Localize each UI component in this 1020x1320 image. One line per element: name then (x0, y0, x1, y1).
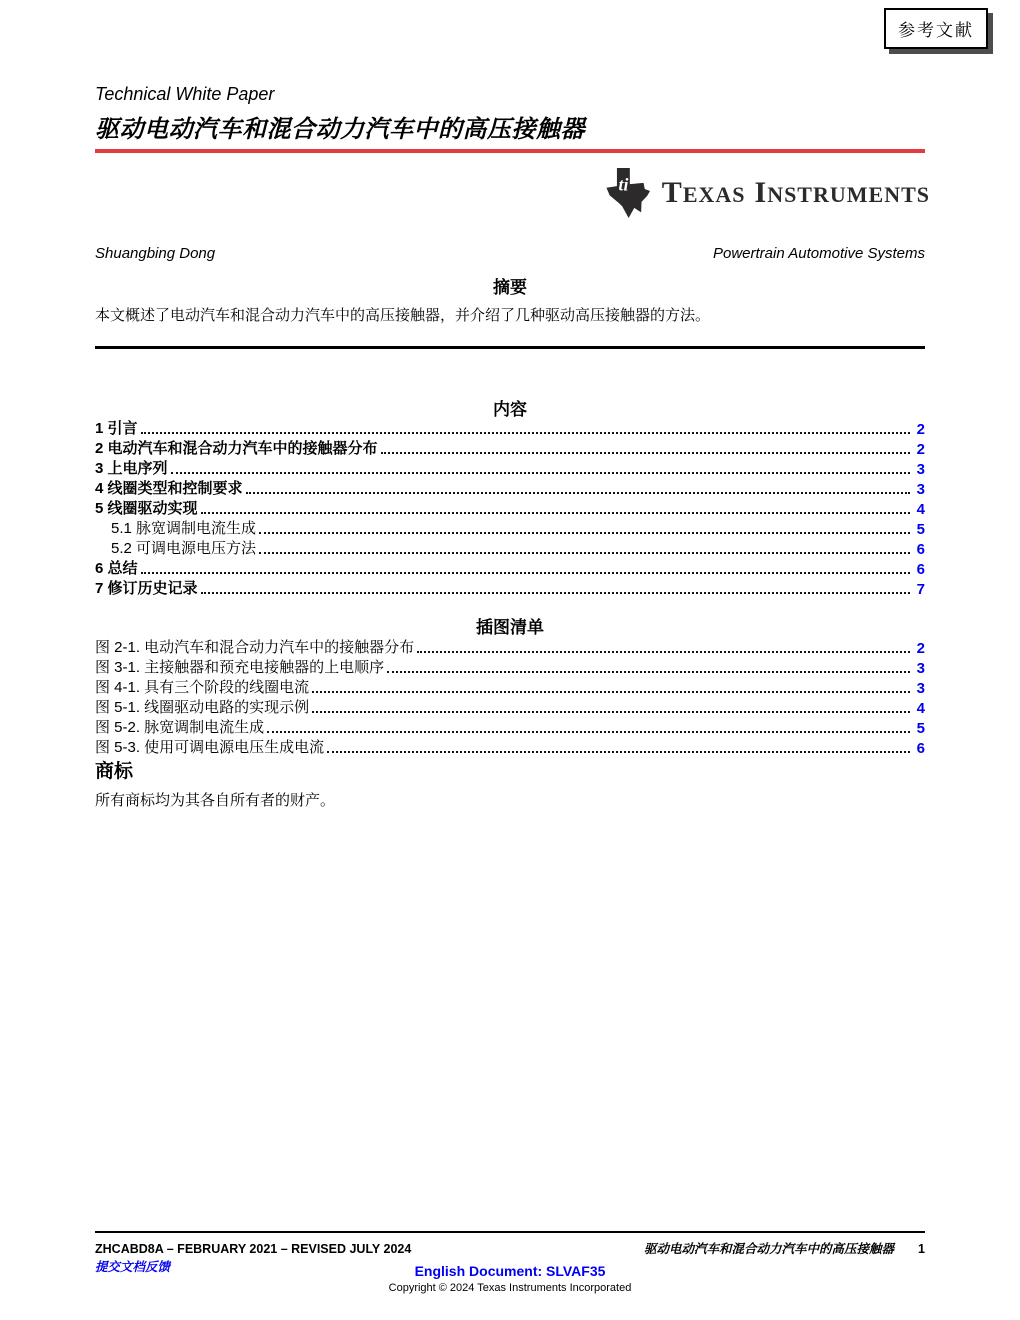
dotted-leader (259, 532, 910, 534)
dotted-leader (312, 711, 910, 713)
figure-entry-label: 图 3-1. 主接触器和预充电接触器的上电顺序 (95, 659, 385, 676)
toc-entry[interactable] (95, 458, 925, 478)
toc-entry-page[interactable]: 6 (916, 541, 925, 558)
dotted-leader (246, 492, 910, 494)
figure-entry[interactable] (95, 657, 925, 677)
toc-entry-page[interactable]: 7 (916, 581, 925, 598)
reference-badge[interactable] (884, 8, 988, 49)
toc-entry-label: 5 线圈驱动实现 (95, 500, 198, 517)
toc-entry[interactable] (95, 518, 925, 538)
english-document-link[interactable]: English Document: SLVAF35 (414, 1263, 606, 1279)
copyright-line: Copyright © 2024 Texas Instruments Incorporated (388, 1282, 632, 1294)
ti-wordmark (662, 176, 930, 210)
toc-entry[interactable] (95, 478, 925, 498)
toc-entry-page[interactable]: 3 (916, 461, 925, 478)
byline (95, 245, 925, 262)
department-name: Powertrain Automotive Systems (712, 245, 925, 262)
figure-entry-page[interactable]: 6 (916, 740, 925, 757)
figure-entry-page[interactable]: 3 (916, 680, 925, 697)
ti-wordmark-instruments: INSTRUMENTS (754, 176, 930, 209)
footer-doc-title: 驱动电动汽车和混合动力汽车中的高压接触器 (644, 1242, 895, 1256)
toc-entry-page[interactable]: 4 (916, 501, 925, 518)
toc-entry-page[interactable]: 6 (916, 561, 925, 578)
reference-badge-label: 参考文献 (898, 21, 974, 40)
toc-entry-page[interactable]: 5 (916, 521, 925, 538)
footer-rule (95, 1231, 925, 1233)
dotted-leader (141, 572, 910, 574)
figure-entry[interactable] (95, 697, 925, 717)
toc-entry[interactable] (95, 558, 925, 578)
ti-wordmark-texas: TEXAS (661, 176, 746, 209)
toc-entry-page[interactable]: 2 (916, 441, 925, 458)
figure-entry[interactable] (95, 637, 925, 657)
toc-entry-label: 3 上电序列 (95, 460, 168, 477)
trademarks-heading: 商标 (95, 761, 134, 782)
toc-entry[interactable] (95, 498, 925, 518)
toc-list (95, 418, 925, 598)
figure-entry-page[interactable]: 3 (916, 660, 925, 677)
figure-entry[interactable] (95, 717, 925, 737)
trademarks-text: 所有商标均为其各自所有者的财产。 (95, 792, 336, 809)
toc-entry[interactable] (95, 578, 925, 598)
figure-list (95, 637, 925, 757)
figure-entry-label: 图 5-1. 线圈驱动电路的实现示例 (95, 699, 310, 716)
figure-entry-page[interactable]: 5 (916, 720, 925, 737)
footer-row (95, 1239, 925, 1257)
abstract-divider (95, 346, 925, 349)
footer-doc-info: ZHCABD8A – FEBRUARY 2021 – REVISED JULY 2024 (95, 1242, 412, 1256)
abstract-text: 本文概述了电动汽车和混合动力汽车中的高压接触器，并介绍了几种驱动高压接触器的方法。 (95, 307, 711, 324)
figures-heading: 插图清单 (476, 618, 544, 637)
figure-entry-label: 图 5-3. 使用可调电源电压生成电流 (95, 739, 325, 756)
dotted-leader (417, 651, 910, 653)
ti-texas-bug-icon (600, 167, 650, 219)
toc-entry-label: 1 引言 (95, 420, 138, 437)
svg-text:ti: ti (618, 174, 629, 195)
toc-entry-page[interactable]: 2 (916, 421, 925, 438)
figure-entry-label: 图 4-1. 具有三个阶段的线圈电流 (95, 679, 310, 696)
dotted-leader (259, 552, 910, 554)
figure-entry-page[interactable]: 4 (916, 700, 925, 717)
toc-entry-page[interactable]: 3 (916, 481, 925, 498)
doc-type-label: Technical White Paper (95, 84, 275, 104)
dotted-leader (201, 592, 910, 594)
dotted-leader (327, 751, 910, 753)
dotted-leader (141, 432, 910, 434)
footer-page-number: 1 (918, 1242, 925, 1256)
toc-entry-label: 4 线圈类型和控制要求 (95, 480, 243, 497)
figure-entry-page[interactable]: 2 (916, 640, 925, 657)
author-name: Shuangbing Dong (95, 245, 216, 262)
title-red-rule (95, 149, 925, 153)
toc-entry-label: 7 修订历史记录 (95, 580, 198, 597)
figure-entry-label: 图 2-1. 电动汽车和混合动力汽车中的接触器分布 (95, 639, 415, 656)
toc-entry[interactable] (95, 538, 925, 558)
toc-entry-label: 5.2 可调电源电压方法 (111, 540, 257, 557)
figure-entry-label: 图 5-2. 脉宽调制电流生成 (95, 719, 265, 736)
toc-entry-label: 6 总结 (95, 560, 138, 577)
abstract-heading: 摘要 (493, 278, 527, 297)
toc-entry[interactable] (95, 418, 925, 438)
toc-entry-label: 5.1 脉宽调制电流生成 (111, 520, 257, 537)
toc-entry[interactable] (95, 438, 925, 458)
dotted-leader (312, 691, 910, 693)
dotted-leader (381, 452, 910, 454)
dotted-leader (387, 671, 910, 673)
dotted-leader (171, 472, 910, 474)
footer-right-group (644, 1239, 925, 1257)
page-title: 驱动电动汽车和混合动力汽车中的高压接触器 (95, 116, 585, 143)
feedback-link[interactable]: 提交文档反馈 (95, 1260, 171, 1274)
ti-logo (600, 167, 930, 219)
toc-entry-label: 2 电动汽车和混合动力汽车中的接触器分布 (95, 440, 378, 457)
figure-entry[interactable] (95, 737, 925, 757)
toc-heading: 内容 (493, 400, 527, 419)
dotted-leader (201, 512, 910, 514)
dotted-leader (267, 731, 910, 733)
figure-entry[interactable] (95, 677, 925, 697)
